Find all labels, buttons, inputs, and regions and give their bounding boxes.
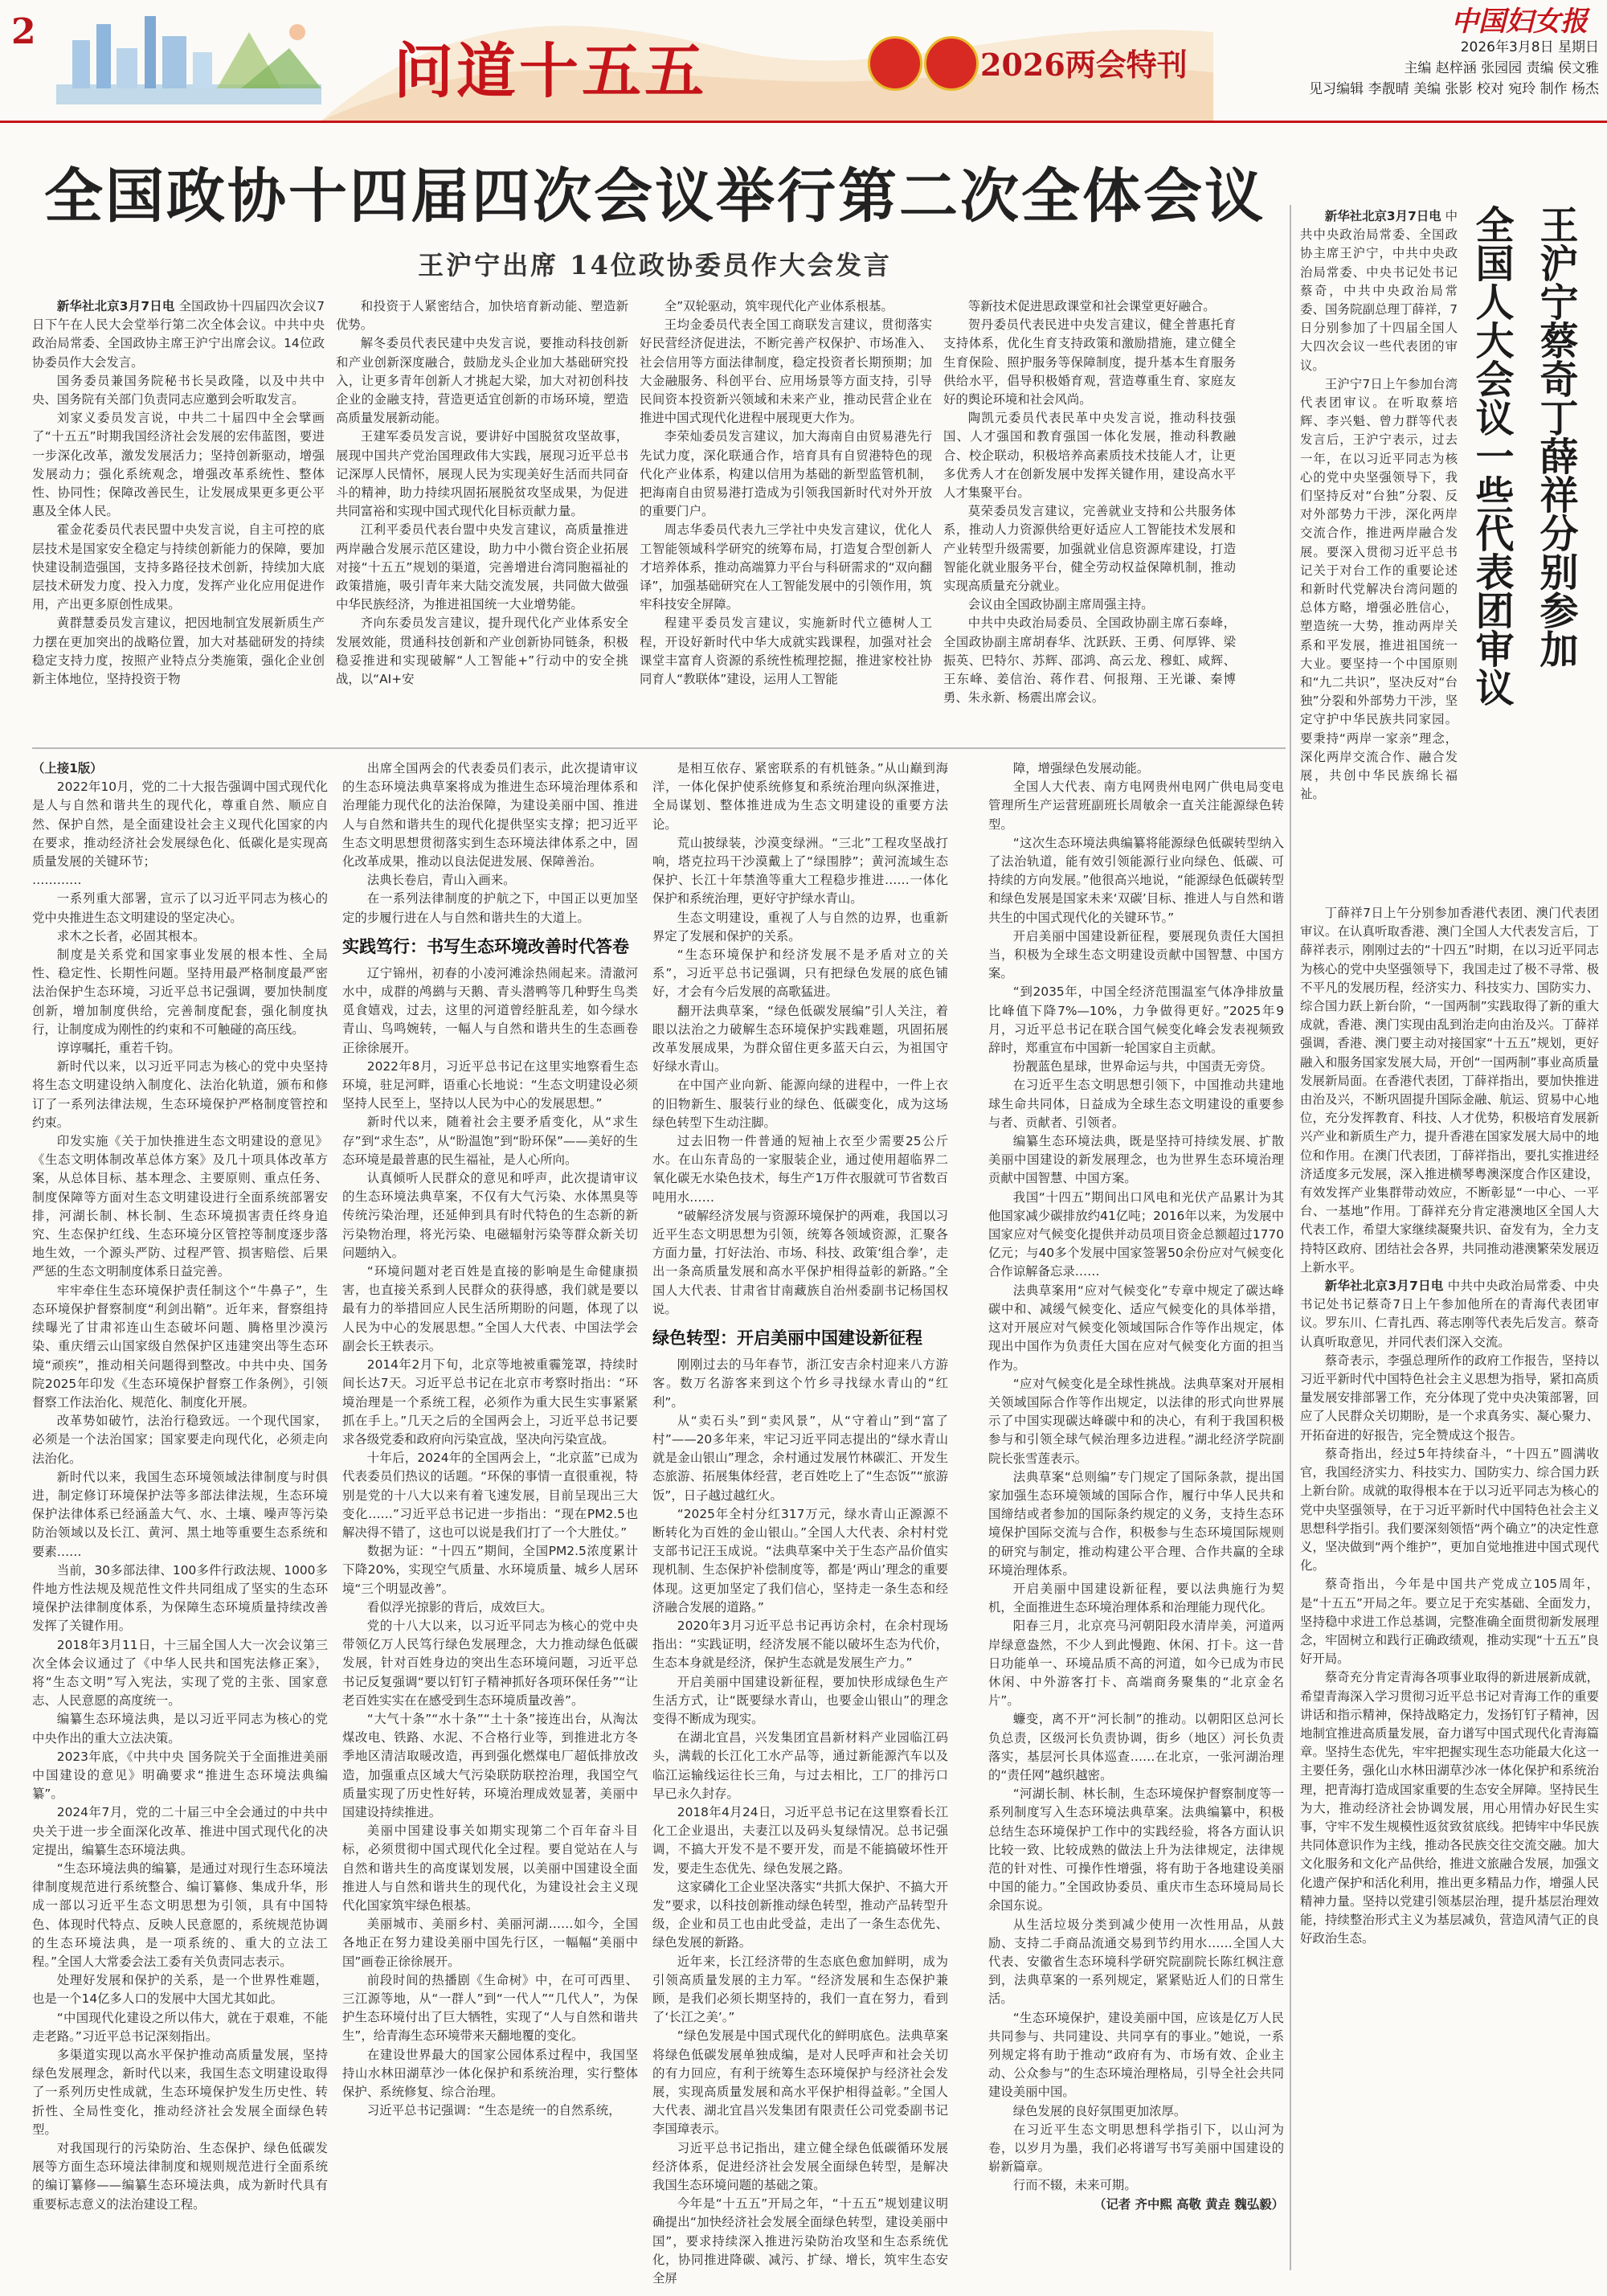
paragraph: 新时代以来，我国生态环境领域法律制度与时俱进，制定修订环境保护法等多部法律法规，生态环境保护法律体系已经涵盖大气、水、土壤、噪声等污染防治领域以及长江、黄河、黑土地等重要生态系统和要素…… (32, 1469, 328, 1559)
paragraph: 法典长卷启，青山入画来。 (366, 873, 516, 888)
paragraph: 蔡奇表示，李强总理所作的政府工作报告，坚持以习近平新时代中国特色社会主义思想为指导，紧扣高质量发展安排部署工作，充分体现了党中央决策部署，回应了人民群众关切期盼，是一个求真务实、凝心聚力、开拓奋进的好报告，完全赞成这个报告。 (1300, 1353, 1599, 1443)
paragraph: 阳春三月，北京亮马河朝阳段水清岸美，河道两岸绿意盎然，不少人到此慢跑、休闲、打卡。这一昔日功能单一、环境品质不高的河道，如今已成为市民休闲、中外游客打卡、高端商务聚集的“北京金名片”。 (988, 1619, 1284, 1709)
paragraph: 改革势如破竹，法治行稳致远。一个现代国家，必须是一个法治国家；国家要走向现代化，必须走向法治化。 (32, 1414, 328, 1466)
paragraph (32, 759, 328, 778)
paragraph: 丁薛祥7日上午分别参加香港代表团、澳门代表团审议。在认真听取香港、澳门全国人大代表发言后，丁薛祥表示，刚刚过去的“十四五”时期，在以习近平同志为核心的党中央坚强领导下，我国走过了极不寻常、极不平凡的发展历程，经济实力、科技实力、国防实力、综合国力跃上新台阶，“一国两制”实践取得了新的重大成就，香港、澳门实现由乱到治走向由治及兴。丁薛祥强调，香港、澳门要主动对接国家“十五五”规划，更好融入和服务国家发展大局，开创“一国两制”事业高质量发展新局面。在香港代表团，丁薛祥指出，要加快推进由治及兴，不断巩固提升国际金融、航运、贸易中心地位，充分发挥教育、科技、人才优势，积极培育发展新兴产业和新质生产力，提升香港在国家发展大局中的地位和作用。在澳门代表团，丁薛祥指出，要扎实推进经济适度多元发展，深入推进横琴粤澳深度合作区建设，有效发挥产业集群带动效应，不断彰显“一中心、一平台、一基地”作用。丁薛祥充分肯定港澳地区全国人大代表工作，希望大家继续凝聚共识、奋发有为，全力支持特区政府、团结社会各界，共同推动港澳繁荣发展迈上新水平。 (1300, 906, 1599, 1275)
paragraph: 新华社北京3月7日电 中共中央政治局常委、全国政协主席王沪宁，中共中央政治局常委、中央书记处书记蔡奇，中共中央政治局常委、国务院副总理丁薛祥，7日分别参加了十四届全国人大四次会议一些代表团的审议。 (1300, 209, 1458, 373)
article-column (652, 759, 948, 2286)
byline: （记者 齐中熙 高敬 黄垚 魏弘毅） (1094, 2196, 1284, 2212)
header-rule (0, 121, 1607, 123)
paragraph: 十年后，2024年的全国两会上，“北京蓝”已成为代表委员们热议的话题。“环保的事情一直很重视，特别是党的十八大以来有着飞速发展，目前呈现出三大变化……”习近平总书记进一步指出：“现在PM2.5也解决得不错了，这也可以说是我们打了一个大胜仗。” (342, 1451, 638, 1540)
paragraph: 蔡奇指出，经过5年持续奋斗，“十四五”圆满收官，我国经济实力、科技实力、国防实力、综合国力跃上新台阶。成就的取得根本在于以习近平同志为核心的党中央坚强领导，在于习近平新时代中国特色社会主义思想科学指引。我们要深刻领悟“两个确立”的决定性意义，坚决做到“两个维护”，更加自觉地推进中国式现代化。 (1300, 1446, 1599, 1574)
paragraph: 从“卖石头”到“卖风景”，从“守着山”到“富了村”——20多年来，牢记习近平同志提出的“绿水青山就是金山银山”理念，余村通过发展竹林碳汇、开发生态旅游、拓展集体经营，老百姓吃上了“生态饭”“旅游饭”，日子越过越红火。 (652, 1413, 948, 1503)
paragraph: 翻开法典草案，“绿色低碳发展编”引人关注，着眼以法治之力破解生态环境保护实践难题，巩固拓展改革发展成果，为群众留住更多蓝天白云，为祖国守好绿水青山。 (652, 1003, 948, 1074)
paragraph: 习近平总书记强调：“生态是统一的自然系统， (366, 2103, 621, 2118)
paragraph: 制度是关系党和国家事业发展的根本性、全局性、稳定性、长期性问题。坚持用最严格制度最严密法治保护生态环境，习近平总书记强调，要加快制度创新，增加制度供给，完善制度配套，强化制度执行，让制度成为刚性的约束和不可触碰的高压线。 (32, 947, 328, 1037)
paragraph: “生态环境法典的编纂，是通过对现行生态环境法律制度规范进行系统整合、编订纂修、集成升华，形成一部以习近平生态文明思想为引领，具有中国特色、体现时代特点、反映人民意愿的，系统规范协调的生态环境法典，是一项系统的、重大的立法工程。”全国人大常委会法工委有关负责同志表示。 (32, 1860, 328, 1969)
paragraph: 美丽城市、美丽乡村、美丽河湖……如今，全国各地正在努力建设美丽中国先行区，一幅幅“美丽中国”画卷正徐徐展开。 (342, 1917, 638, 1969)
paragraph: “应对气候变化是全球性挑战。法典草案对开展相关领域国际合作等作出规定，以法律的形式向世界展示了中国实现碳达峰碳中和的决心，有利于我国积极参与和引领全球气候治理多边进程。”湖北经济学院副院长张雪莲表示。 (988, 1376, 1284, 1466)
paragraph: 编纂生态环境法典，既是坚持可持续发展、扩散美丽中国建设的新发展理念，也为世界生态环境治理贡献中国智慧、中国方案。 (988, 1134, 1284, 1186)
horizontal-divider (32, 747, 1286, 749)
paragraph: 前段时间的热播剧《生命树》中，在可可西里、三江源等地，从“一群人”到“一代人”“几代人”，为保护生态环境付出了巨大牺牲，实现了“人与自然和谐共生”，给青海生态环境带来天翻地覆的变化。 (342, 1972, 638, 2044)
paragraph: 新华社北京3月7日电 中共中央政治局常委、中央书记处书记蔡奇7日上午参加他所在的青海代表团审议。罗东川、仁青扎西、蒋志刚等代表先后发言。蔡奇认真听取意见，并同代表们深入交流。 (1300, 1279, 1599, 1349)
paragraph: 新时代以来，随着社会主要矛盾变化，从“求生存”到“求生态”，从“盼温饱”到“盼环保”——美好的生态环境是最普惠的民生福祉，是人心所向。 (342, 1115, 638, 1167)
paragraph: 解冬委员代表民建中央发言说，要推动科技创新和产业创新深度融合，鼓励龙头企业加大基础研究投入，让更多青年创新人才挑起大梁，加大对初创科技企业的金融支持，营造更适宜创新的市场环境，塑造高质量发展新动能。 (336, 336, 628, 426)
sidebar-column (1300, 207, 1458, 898)
paragraph: 王建军委员发言说，要讲好中国脱贫攻坚故事，展现中国共产党治国理政伟大实践，展现习近平总书记深厚人民情怀，展现人民为实现美好生活而共同奋斗的精神，助力持续巩固拓展脱贫攻坚成果，为促进共同富裕和实现中国式现代化目标贡献力量。 (336, 429, 628, 519)
page-number: 2 (11, 11, 36, 52)
paragraph: 2014年2月下旬，北京等地被重霾笼罩，持续时间长达7天。习近平总书记在北京市考察时指出：“环境治理是一个系统工程，必须作为重大民生实事紧紧抓在手上。”几天之后的全国两会上，习近平总书记要求各级党委和政府向污染宣战，坚决向污染宣战。 (342, 1357, 638, 1447)
page-header (0, 0, 1607, 121)
paragraph: 美丽中国建设事关如期实现第二个百年奋斗目标，必须贯彻中国式现代化全过程。要自觉站在人与自然和谐共生的高度谋划发展，以美丽中国建设全面推进人与自然和谐共生的现代化，为建设社会主义现代化国家筑牢绿色根基。 (342, 1823, 638, 1913)
article-column (32, 297, 325, 739)
paragraph: “生态环境保护，建设美丽中国，应该是亿万人民共同参与、共同建设、共同享有的事业。”她说，一系列规定将有助于推动“政府有为、市场有效、企业主动、公众参与”的生态环境治理格局，引导全社会共同建设美丽中国。 (988, 2010, 1284, 2100)
paragraph: 今年是“十五五”开局之年，“十五五”规划建议明确提出“加快经济社会发展全面绿色转型，建设美丽中国”，要求持续深入推进污染防治攻坚和生态系统优化，协同推进降碳、减污、扩绿、增长，筑牢生态安全屏 (652, 2196, 948, 2286)
paragraph: “到2035年，中国全经济范围温室气体净排放量比峰值下降7%—10%，力争做得更好。”2025年9月，习近平总书记在联合国气候变化峰会发表视频致辞时，郑重宣布中国新一轮国家自主贡献。 (988, 984, 1284, 1056)
paragraph: 出席全国两会的代表委员们表示，此次提请审议的生态环境法典草案将成为推进生态环境治理体系和治理能力现代化的法治保障，为建设美丽中国、推进人与自然和谐共生的现代化提供坚实支撑；把习近平生态文明思想贯彻落实到生态环境法律体系之中，固化改革成果，推动以良法促进发展、保障善治。 (342, 761, 638, 870)
paragraph: 求木之长者，必固其根本。 (56, 928, 206, 943)
paragraph: 2023年底，《中共中央 国务院关于全面推进美丽中国建设的意见》明确要求“推进生态环境法典编纂”。 (32, 1749, 328, 1802)
paragraph: 在建设世界最大的国家公园体系过程中，我国坚持山水林田湖草沙一体化保护和系统治理，实行整体保护、系统修复、综合治理。 (342, 2047, 638, 2100)
paragraph: 国务委员兼国务院秘书长吴政隆，以及中共中央、国务院有关部门负责同志应邀到会听取发言。 (32, 373, 325, 407)
paragraph: 李荣灿委员发言建议，加大海南自由贸易港先行先试力度，深化联通合作，培育具有自贸港特色的现代化产业体系，构建以信用为基础的新型监管机制，把海南自由贸易港打造成为引领我国新时代对外开放的重要门户。 (640, 429, 932, 519)
paragraph: 蔡奇充分肯定青海各项事业取得的新进展新成就，希望青海深入学习贯彻习近平总书记对青海工作的重要讲话和指示精神，保持战略定力，发扬钉钉子精神，因地制宜推进高质量发展，奋力谱写中国式现代化青海篇章。坚持生态优先，牢牢把握实现生态功能最大化这一主要任务，强化山水林田湖草沙冰一体化保护和系统治理，把青海打造成国家重要的生态安全屏障。坚持民生为大，推动经济社会协调发展，用心用情办好民生实事，守牢不发生规模性返贫致贫底线。把铸牢中华民族共同体意识作为主线，推动各民族交往交流交融。加大文化服务和文化产品供给，推进文旅融合发展，加强文化遗产保护和活化利用，推出更多精品力作，增强人民精神力量。坚持以党建引领基层治理，提升基层治理效能，持续整治形式主义为基层减负，营造风清气正的良好政治生态。 (1300, 1670, 1599, 1946)
paragraph: “大气十条”“水十条”“土十条”接连出台，从淘汰煤改电、铁路、水泥、不合格行业等，到推进北方冬季地区清洁取暖改造，再到强化燃煤电厂超低排放改造，加强重点区域大气污染联防联控治理，我国空气质量实现了历史性好转，环境治理成效显著，美丽中国建设持续推进。 (342, 1711, 638, 1819)
paragraph: 这家磷化工企业坚决落实“共抓大保护、不搞大开发”要求，以科技创新推动绿色转型，推动产品转型升级，企业和员工也由此受益，走出了一条生态优先、绿色发展的新路。 (652, 1879, 948, 1950)
paragraph: 谆谆嘱托，重若千钧。 (56, 1041, 181, 1056)
paragraph: 在一系列法律制度的护航之下，中国正以更加坚定的步履行进在人与自然和谐共生的大道上。 (342, 891, 638, 925)
paragraph: 蠊变，离不开“河长制”的推动。以朝阳区总河长负总责，区级河长负责协调，街乡（地区）河长负责落实，基层河长具体巡查……在北京，一张河湖治理的“责任网”越织越密。 (988, 1712, 1284, 1782)
article-column (943, 297, 1236, 739)
article-column (342, 759, 638, 2270)
paragraph: 过去旧物一件普通的短袖上衣至少需要25公斤水。在山东青岛的一家服装企业，通过使用超临界二氧化碳无水染色技术，每生产1万件衣服就可节省数百吨用水…… (652, 1134, 948, 1205)
paragraph: 开启美丽中国建设新征程，要以法典施行为契机，全面推进生态环境治理体系和治理能力现代化。 (988, 1581, 1284, 1615)
paragraph: “河湖长制、林长制，生态环境保护督察制度等一系列制度写入生态环境法典草案。法典编纂中，积极总结生态环境保护工作中的实践经验，将各方面认识比较一致、比较成熟的做法上升为法律规定，法律规范的针对性、可操作性增强，将有助于各地建设美丽中国的能力。”全国政协委员、重庆市生态环境局局长余国东说。 (988, 1786, 1284, 1913)
sidebar-headline-line: 全国人大会议一些代表团审议 (1469, 205, 1514, 706)
paragraph: ………… (32, 873, 82, 888)
paragraph: 处理好发展和保护的关系，是一个世界性难题，也是一个14亿多人口的发展中大国尤其如此。 (32, 1973, 328, 2007)
paragraph: 新时代以来，以习近平同志为核心的党中央坚持将生态文明建设纳入制度化、法治化轨道，颁布和修订了一系列法律法规，生态环境保护严格制度管控和约束。 (32, 1059, 328, 1130)
paragraph: 2022年10月，党的二十大报告强调中国式现代化是人与自然和谐共生的现代化，尊重自然、顺应自然、保护自然，是全面建设社会主义现代化国家的内在要求，推动经济社会发展绿色化、低碳化是实现高质量发展的关键环节； (32, 780, 328, 870)
paragraph: 生态文明建设，重视了人与自然的边界，也重新界定了发展和保护的关系。 (652, 910, 948, 943)
paragraph: 行而不辍，未来可期。 (1012, 2178, 1137, 2193)
paragraph: 全国人大代表、南方电网贵州电网广供电局变电管理所生产运营班副班长周敏余一直关注能源绿色转型。 (988, 780, 1284, 832)
paragraph: 从生活垃圾分类到减少使用一次性用品，从鼓励、支持二手商品流通交易到节约用水……全国人大代表、安徽省生态环境科学研究院副院长陈红枫注意到，法典草案的一系列规定，紧紧贴近人们的日常生活。 (988, 1917, 1284, 2007)
article-column (32, 759, 328, 2270)
main-subheadline: 王沪宁出席 14位政协委员作大会发言 (418, 250, 892, 280)
paragraph: 2022年8月，习近平总书记在这里实地察看生态环境，驻足河畔，语重心长地说：“生态文明建设必须坚持人民至上，坚持以人民为中心的发展思想。” (342, 1058, 638, 1111)
section-heading: 绿色转型：开启美丽中国建设新征程 (652, 1328, 922, 1349)
national-emblem-icon (868, 36, 922, 91)
sidebar-column (1300, 904, 1599, 2270)
paragraph: 2024年7月，党的二十届三中全会通过的中共中央关于进一步全面深化改革、推进中国式现代化的决定提出，编纂生态环境法典。 (32, 1805, 328, 1857)
paragraph: 认真倾听人民群众的意见和呼声，此次提请审议的生态环境法典草案，不仅有大气污染、水体黑臭等传统污染治理，还延伸到具有时代特色的生态新的新污染物治理，将光污染、电磁辐射污染等群众新关切问题纳入。 (342, 1171, 638, 1260)
npc-emblem-icon (924, 36, 979, 91)
paragraph: 霍金花委员代表民盟中央发言说，自主可控的底层技术是国家安全稳定与持续创新能力的保障，要加快建设制造强国，支持多路径技术创新，持续加大底层技术研发力度、投入力度，发挥产业化应用促进作用，产出更多原创性成果。 (32, 522, 325, 612)
paragraph: “中国现代化建设之所以伟大，就在于艰难，不能走老路。”习近平总书记深刻指出。 (32, 2010, 328, 2044)
paragraph: 看似浮光掠影的背后，成效巨大。 (366, 1599, 553, 1615)
paragraph: 陶凯元委员代表民革中央发言说，推动科技强国、人才强国和教育强国一体化发展，推动科教融合、校企联动，积极培养高素质技术技能人才，让更多优秀人才在创新发展中发挥关键作用，建设高水平人才集聚平台。 (943, 411, 1236, 501)
paragraph: “这次生态环境法典编纂将能源绿色低碳转型纳入了法治轨道，能有效引领能源行业向绿色、低碳、可持续的方向发展。”他很高兴地说，“能源绿色低碳转型和绿色发展是国家未来‘双碳’目标、推进人与自然和谐共生的中国式现代化的关键环节。” (988, 835, 1284, 925)
paragraph: 多渠道实现以高水平保护推动高质量发展，坚持绿色发展理念，新时代以来，我国生态文明建设取得了一系列历史性成就，生态环境保护发生历史性、转折性、全局性变化，推动经济社会发展全面绿色转型。 (32, 2048, 328, 2137)
paragraph: 2018年3月11日，十三届全国人大一次会议第三次全体会议通过了《中华人民共和国宪法修正案》，将“生态文明”写入宪法，实现了党的主张、国家意志、人民意愿的高度统一。 (32, 1637, 328, 1709)
paragraph: 王沪宁7日上午参加台湾代表团审议。在听取蔡培辉、李兴魁、曾力群等代表发言后，王沪宁表示，过去一年，在以习近平同志为核心的党中央坚强领导下，我们坚持反对“台独”分裂、反对外部势力干涉，深化两岸交流合作，推进两岸融合发展。要深入贯彻习近平总书记关于对台工作的重要论述和新时代党解决台湾问题的总体方略，增强必胜信心，塑造统一大势，推动两岸关系和平发展，推进祖国统一大业。要坚持一个中国原则和“九二共识”，坚决反对“台独”分裂和外部势力干涉，坚定守护中华民族共同家园。要秉持“两岸一家亲”理念，深化两岸交流合作、融合发展，共创中华民族绵长福祉。 (1300, 376, 1458, 802)
newspaper-logo: 中国妇女报 (1451, 6, 1588, 38)
paragraph: 等新技术促进思政课堂和社会课堂更好融合。 (967, 299, 1216, 313)
paragraph: 牢牢牵住生态环境保护责任制这个“牛鼻子”，生态环境保护督察制度“利剑出鞘”。近年来，督察组持续曝光了甘肃祁连山生态破坏问题、腾格里沙漠污染、重庆缙云山国家级自然保护区违建突出等生态环境“顽疾”，推动相关问题得到整改。中共中央、国务院2025年印发《生态环境保护督察工作条例》，引领督察工作法治化、规范化、制度化开展。 (32, 1283, 328, 1410)
staff-line: 主编 赵梓涵 张园园 责编 侯文雅 (1404, 60, 1599, 76)
paragraph: 莫荣委员发言建议，完善就业支持和公共服务体系，推动人力资源供给更好适应人工智能技术发展和产业转型升级需要，加强就业信息资源库建设，打造智能化就业服务平台，健全劳动权益保障机制，推动实现高质量充分就业。 (943, 504, 1236, 594)
paragraph: 黄群慧委员发言建议，把因地制宜发展新质生产力摆在更加突出的战略位置，加大对基础研发的持续稳定支持力度，按照产业特点分类施策，强化企业创新主体地位，坚持投资于物 (32, 616, 325, 687)
paragraph: 当前，30多部法律、100多件行政法规、1000多件地方性法规及规范性文件共同组成了坚实的生态环境保护法律制度体系，为保障生态环境质量持续改善发挥了关键作用。 (32, 1562, 328, 1634)
special-label: 2026两会特刊 (980, 47, 1188, 83)
paragraph: “生态环境保护和经济发展不是矛盾对立的关系”，习近平总书记强调，只有把绿色发展的底色铺好，才会有今后发展的高歌猛进。 (652, 947, 948, 1000)
paragraph: 开启美丽中国建设新征程，要加快形成绿色生产生活方式，让“既要绿水青山，也要金山银山”的理念变得不断成为现实。 (652, 1674, 948, 1726)
banner-title: 问道十五五 (394, 37, 707, 106)
paragraph: 法典草案“总则编”专门规定了国际条款，提出国家加强生态环境领域的国际合作，履行中华人民共和国缔结或者参加的国际条约规定的义务，支持生态环境保护国际交流与合作，积极参与生态环境国际规则的研究与制定，推动构建公平合理、合作共赢的全球环境治理体系。 (988, 1469, 1284, 1578)
vertical-divider (1290, 205, 1291, 2270)
paragraph: 在习近平生态文明思想引领下，中国推动共建地球生命共同体，日益成为全球生态文明建设的重要参与者、贡献者、引领者。 (988, 1078, 1284, 1130)
article-column (988, 759, 1284, 2270)
section-heading: 实践笃行：书写生态环境改善时代答卷 (342, 935, 629, 956)
paragraph: 齐向东委员发言建议，提升现代化产业体系安全发展效能，贯通科技创新和产业创新协同链条，积极稳妥推进和实现破解“人工智能+”行动中的安全挑战，以“AI+安 (336, 616, 628, 687)
paragraph: 绿色发展的良好氛围更加浓厚。 (1012, 2103, 1187, 2118)
article-column (336, 297, 628, 739)
dateline: 新华社北京3月7日电 (1324, 1279, 1444, 1294)
paragraph: 荒山披绿装，沙漠变绿洲。“三北”工程攻坚战打响，塔克拉玛干沙漠戴上了“绿围脖”；黄河流域生态保护、长江十年禁渔等重大工程稳步推进……一体化保护和系统治理，更好守护绿水青山。 (652, 835, 948, 907)
dateline: 新华社北京3月7日电 (1324, 209, 1441, 223)
paragraph: 近年来，长江经济带的生态底色愈加鲜明，成为引领高质量发展的主力军。“经济发展和生态保护兼顾，是我们必须长期坚持的，我们一直在努力，看到了‘长江之美’。” (652, 1954, 948, 2025)
dateline: 新华社北京3月7日电 (56, 299, 175, 313)
header-meta (1253, 6, 1599, 100)
paragraph: 党的十八大以来，以习近平同志为核心的党中央带领亿万人民笃行绿色发展理念，大力推动绿色低碳发展，针对百姓身边的突出生态环境问题，习近平总书记反复强调“要以钉钉子精神抓好各项环保任务”“让老百姓实实在在感受到生态环境质量改善”。 (342, 1618, 638, 1708)
paragraph: 新华社北京3月7日电 全国政协十四届四次会议7日下午在人民大会堂举行第二次全体会议。中共中央政治局常委、全国政协主席王沪宁出席会议。14位政协委员作大会发言。 (32, 299, 325, 370)
paragraph: 贺丹委员代表民进中央发言建议，健全普惠托育支持体系，优化生育支持政策和激励措施，建立健全生育保险、照护服务等保障制度，提升基本生育服务供给水平，倡导积极婚育观，营造尊重生育、家庭友好的舆论环境和社会风尚。 (943, 317, 1236, 407)
paragraph: 和投资于人紧密结合，加快培育新动能、塑造新优势。 (336, 299, 628, 333)
paragraph: 一系列重大部署，宣示了以习近平同志为核心的党中央推进生态文明建设的坚定决心。 (32, 891, 328, 925)
paragraph: 扮靓蓝色星球，世界命运与共，中国责无旁贷。 (1012, 1059, 1274, 1074)
paragraph: 2018年4月24日，习近平总书记在这里察看长江化工企业退出，夫妻江以及码头复绿情况。总书记强调，不搞大开发不是不要开发，而是不能搞破坏性开发，要走生态优先、绿色发展之路。 (652, 1804, 948, 1876)
sidebar-headline-line: 王沪宁蔡奇丁薛祥分别参加 (1533, 205, 1578, 668)
paragraph: 辽宁锦州，初春的小凌河滩涂热闹起来。清澈河水中，成群的鸬鹚与天鹅、青头潜鸭等几种野生鸟类觅食嬉戏，过去，这里的河道曾经脏乱差，如今绿水青山、鸟鸣婉转，一幅人与自然和谐共生的生态画卷正徐徐展开。 (342, 965, 638, 1055)
staff-line: 见习编辑 李靓晴 美编 张影 校对 宛玲 制作 杨杰 (1309, 81, 1599, 97)
paragraph: 在湖北宜昌，兴发集团宜昌新材料产业园临江码头，满载的长江化工水产品等，通过新能源汽车以及临江运输线运往长三角，与过去相比，工厂的排污口早已永久封存。 (652, 1730, 948, 1801)
paragraph: 全”双轮驱动，筑牢现代化产业体系根基。 (664, 299, 893, 313)
paragraph: “破解经济发展与资源环境保护的两难，我国以习近平生态文明思想为引领，统筹各领域资源，汇聚各方面力量，打好法治、市场、科技、政策‘组合拳’，走出一条高质量发展和高水平保护相得益彰的新路。”全国人大代表、甘肃省甘南藏族自治州委副书记杨国权说。 (652, 1208, 948, 1316)
paragraph: “环境问题对老百姓是直接的影响是生命健康损害，也直接关系到人民群众的获得感，我们就是要以最有力的举措回应人民生活所期盼的问题，体现了以人民为中心的发展思想。”全国人大代表、中国法学会副会长王轶表示。 (342, 1264, 638, 1353)
paragraph: 数据为证：“十四五”期间，全国PM2.5浓度累计下降20%，实现空气质量、水环境质量、城乡人居环境“三个明显改善”。 (342, 1544, 638, 1596)
dateline: （上接1版） (32, 761, 103, 776)
paragraph: 刚刚过去的马年春节，浙江安吉余村迎来八方游客。数万名游客来到这个竹乡寻找绿水青山的“红利”。 (652, 1357, 948, 1410)
paragraph: 在中国产业向新、能源向绿的进程中，一件上衣的旧物新生、服装行业的绿色、低碳变化，成为这场绿色转型下生动注脚。 (652, 1078, 948, 1130)
paragraph: 障，增强绿色发展动能。 (1012, 761, 1150, 776)
article-column (640, 297, 932, 739)
paragraph: 江利平委员代表台盟中央发言建议，高质量推进两岸融合发展示范区建设，助力中小微台资企业拓展对接“十五五”规划的渠道，完善增进台湾同胞福祉的政策措施，吸引青年来大陆交流发展，共同做大做强中华民族经济，为推进祖国统一大业增势能。 (336, 522, 628, 612)
city-skyline-illustration (56, 8, 321, 104)
paragraph: “2025年全村分红317万元，绿水青山正源源不断转化为百姓的金山银山。”全国人大代表、余村村党支部书记汪玉成说。“法典草案中关于生态产品价值实现机制、生态保护补偿制度等，都是‘两山’理念的重要体现。这更加坚定了我们信心，坚持走一条生态和经济融合发展的道路。” (652, 1506, 948, 1615)
paragraph: 是相互依存、紧密联系的有机链条。”从山巅到海洋，一体化保护使系统修复和系统治理向纵深推进，全局谋划、整体推进成为生态文明建设的重要方法论。 (652, 761, 948, 832)
paragraph: 刘家义委员发言说，中共二十届四中全会擘画了“十五五”时期我国经济社会发展的宏伟蓝图，要进一步深化改革，激发发展活力；坚持创新驱动，增强发展动力；强化系统观念，增强改革系统性、整体性、协同性；保障改善民生，让发展成果更多更公平惠及全体人民。 (32, 411, 325, 519)
paragraph: 编纂生态环境法典，是以习近平同志为核心的党中央作出的重大立法决策。 (32, 1712, 328, 1746)
paragraph: “绿色发展是中国式现代化的鲜明底色。法典草案将绿色低碳发展单独成编，是对人民呼声和社会关切的有力回应，有利于统筹生态环境保护与经济社会发展，实现高质量发展和高水平保护相得益彰。”全国人大代表、湖北宜昌兴发集团有限责任公司党委副书记李国璋表示。 (652, 2028, 948, 2137)
paragraph: 在习近平生态文明思想科学指引下，以山河为卷，以岁月为墨，我们必将谱写书写美丽中国建设的崭新篇章。 (988, 2122, 1284, 2175)
paragraph: 会议由全国政协副主席周强主持。 (967, 597, 1154, 612)
paragraph: 程建平委员发言建议，实施新时代立德树人工程，开设好新时代中华大成就实践课程，加强对社会课堂丰富育人资源的系统性梳理挖掘，推进家校社协同育人“教联体”建设，运用人工智能 (640, 616, 932, 687)
sidebar-headline (1462, 205, 1599, 896)
paragraph: 法典草案用“应对气候变化”专章中规定了碳达峰碳中和、减缓气候变化、适应气候变化的具体举措，这对开展应对气候变化领域国际合作等作出规定，体现出中国作为负责任大国在应对气候变化方面的担当作为。 (988, 1283, 1284, 1373)
paragraph: 2020年3月习近平总书记再访余村，在余村现场指出：“实践证明，经济发展不能以破坏生态为代价，生态本身就是经济，保护生态就是发展生产力。” (652, 1618, 948, 1671)
paragraph: 对我国现行的污染防治、生态保护、绿色低碳发展等方面生态环境法律制度和规则规范进行全面系统的编订纂修——编纂生态环境法典，成为新时代具有重要标志意义的法治建设工程。 (32, 2141, 328, 2212)
main-headline: 全国政协十四届四次会议举行第二次全体会议 (44, 162, 1266, 231)
paragraph: 习近平总书记指出，建立健全绿色低碳循环发展经济体系，促进经济社会发展全面绿色转型，是解决我国生态环境问题的基础之策。 (652, 2140, 948, 2193)
paragraph: 中共中央政治局委员、全国政协副主席石泰峰，全国政协副主席胡春华、沈跃跃、王勇、何厚铧、梁振英、巴特尔、苏辉、邵鸿、高云龙、穆虹、咸辉、王东峰、姜信治、蒋作君、何报翔、王光谦、秦博勇、朱永新、杨震出席会议。 (943, 616, 1236, 706)
paragraph: 我国“十四五”期间出口风电和光伏产品累计为其他国家减少碳排放约41亿吨；2016年以来，为发展中国家应对气候变化提供并动员项目资金总额超过1770亿元；与40多个发展中国家签署50余份应对气候变化合作谅解备忘录…… (988, 1189, 1284, 1279)
paragraph: 王均金委员代表全国工商联发言建议，贯彻落实好民营经济促进法，不断完善产权保护、市场准入、社会信用等方面法律制度，稳定投资者长期预期；加大金融服务、科创平台、应用场景等方面支持，引导民间资本投资新兴领域和未来产业，推动民营企业在推进中国式现代化进程中展现更大作为。 (640, 317, 932, 426)
paragraph: 周志华委员代表九三学社中央发言建议，优化人工智能领域科学研究的统筹布局，打造复合型创新人才培养体系，推动高端算力平台与科研需求的“双向翻译”，加强基础研究在人工智能发展中的引领作用，筑牢科技安全屏障。 (640, 522, 932, 612)
paragraph: 开启美丽中国建设新征程，要展现负责任大国担当，积极为全球生态文明建设贡献中国智慧、中国方案。 (988, 928, 1284, 981)
special-banner (321, 0, 1213, 121)
paragraph: 蔡奇指出，今年是中国共产党成立105周年，是“十五五”开局之年。要立足于充实基础、全面发力，坚持稳中求进工作总基调，完整准确全面贯彻新发展理念，牢固树立和践行正确政绩观，推动实现“十五五”良好开局。 (1300, 1577, 1599, 1667)
date-line: 2026年3月8日 星期日 (1460, 39, 1599, 55)
paragraph: 印发实施《关于加快推进生态文明建设的意见》《生态文明体制改革总体方案》及几十项具体改革方案，从总体目标、基本理念、主要原则、重点任务、制度保障等方面对生态文明建设进行全面系统部署安排，河湖长制、林长制、生态环境损害责任终身追究、生态保护红线、生态环境分区管控等制度逐步落地生效，一个源头严防、过程严管、损害赔偿、后果严惩的生态文明制度体系日益完善。 (32, 1134, 328, 1279)
